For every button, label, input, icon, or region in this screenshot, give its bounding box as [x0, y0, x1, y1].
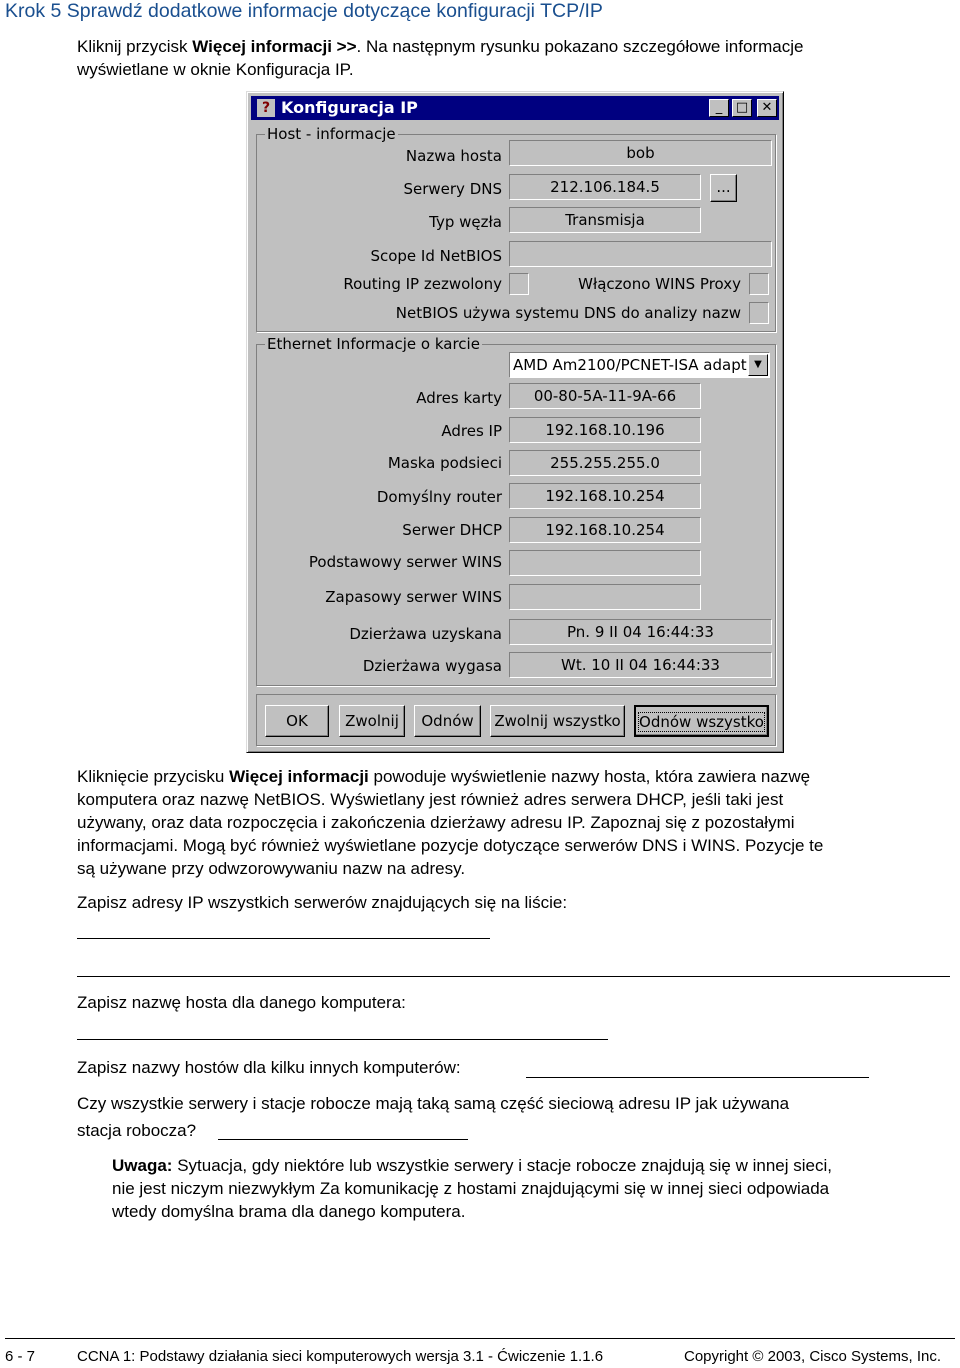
- adapter-row-value: [509, 584, 701, 610]
- intro-bold: Więcej informacji >>: [192, 37, 357, 56]
- footer-course: CCNA 1: Podstawy działania sieci komputerowych wersja 3.1 - Ćwiczenie 1.1.6: [77, 1348, 604, 1365]
- hostname-label: Nazwa hosta: [405, 147, 502, 165]
- body-line: komputera oraz nazwę NetBIOS. Wyświetlany jest również adres serwera DHCP, jeśli taki jest: [77, 790, 784, 809]
- adapter-row-label: Podstawowy serwer WINS: [308, 553, 502, 571]
- body-line: są używane przy odwzorowywaniu nazw na adresy.: [77, 859, 466, 878]
- wins-proxy-checkbox[interactable]: [749, 273, 769, 295]
- footer-rule: [5, 1338, 955, 1339]
- note-label: Uwaga:: [112, 1156, 173, 1175]
- dialog-titlebar: [251, 96, 779, 120]
- adapter-row-value: 255.255.255.0: [509, 450, 701, 476]
- answer-line-4[interactable]: [526, 1077, 869, 1078]
- ip-config-dialog: [246, 91, 784, 753]
- wins-proxy-label: Włączono WINS Proxy: [578, 275, 741, 293]
- question-3: Zapisz nazwy hostów dla kilku innych komputerów:: [77, 1058, 461, 1077]
- question-2: Zapisz nazwę hosta dla danego komputera:: [77, 993, 406, 1012]
- note-line: nie jest niczym niezwykłym Za komunikację z hostami znajdującymi się w innej sieci odpowiada: [112, 1179, 830, 1198]
- adapter-row-label: Dzierżawa uzyskana: [349, 625, 502, 643]
- adapter-row-label: Maska podsieci: [387, 454, 502, 472]
- renew-all-button[interactable]: [634, 705, 769, 737]
- scope-id-field: [509, 241, 772, 267]
- adapter-select[interactable]: [509, 352, 770, 378]
- netbios-dns-checkbox[interactable]: [749, 302, 769, 324]
- adapter-row-value: 192.168.10.254: [509, 517, 701, 543]
- body-line: [77, 765, 823, 788]
- adapter-row-label: Serwer DHCP: [402, 521, 502, 539]
- note: [112, 1154, 832, 1223]
- note-line: wtedy domyślna brama dla danego komputera.: [112, 1202, 466, 1221]
- body-line: informacjami. Mogą być również wyświetlane pozycje dotyczące serwerów DNS i WINS. Pozycje te: [77, 836, 824, 855]
- adapter-row-value: 192.168.10.196: [509, 417, 701, 443]
- body-line: używany, oraz data rozpoczęcia i zakończenia dzierżawy adresu IP. Zapoznaj się z pozostałymi: [77, 813, 795, 832]
- adapter-row-value: 00-80-5A-11-9A-66: [509, 383, 701, 409]
- answer-line-5[interactable]: [218, 1139, 468, 1140]
- adapter-select-value: AMD Am2100/PCNET-ISA adapt: [513, 356, 747, 374]
- intro-line-2: wyświetlane w oknie Konfiguracja IP.: [77, 60, 354, 79]
- body-paragraph: [77, 765, 823, 880]
- renew-button[interactable]: Odnów: [414, 705, 481, 737]
- body-bold: Więcej informacji: [229, 767, 369, 786]
- intro-text-post: . Na następnym rysunku pokazano szczegółowe informacje: [356, 37, 804, 56]
- footer-copyright: [684, 1348, 941, 1365]
- dns-label: Serwery DNS: [403, 180, 502, 198]
- adapter-info-title: Ethernet Informacje o karcie: [267, 335, 480, 353]
- copyright-icon: ©: [752, 1348, 764, 1365]
- body-text: powoduje wyświetlenie nazwy hosta, która zawiera nazwę: [368, 767, 811, 786]
- intro-line-1: [77, 35, 803, 58]
- adapter-row-value: 192.168.10.254: [509, 483, 701, 509]
- release-button[interactable]: Zwolnij: [339, 705, 405, 737]
- adapter-row-label: Dzierżawa wygasa: [362, 657, 502, 675]
- question-1: Zapisz adresy IP wszystkich serwerów znajdujących się na liście:: [77, 893, 568, 912]
- routing-checkbox[interactable]: [509, 273, 529, 295]
- copyright-text: Copyright: [684, 1348, 749, 1365]
- host-info-title: Host - informacje: [267, 125, 396, 143]
- node-type-label: Typ węzła: [429, 213, 502, 231]
- adapter-row-value: Wt. 10 II 04 16:44:33: [509, 652, 772, 678]
- question-4-line-1: Czy wszystkie serwery i stacje robocze mają taką samą część sieciową adresu IP jak używana: [77, 1094, 790, 1113]
- adapter-row-label: Adres IP: [441, 422, 502, 440]
- note-text: Sytuacja, gdy niektóre lub wszystkie serwery i stacje robocze znajdują się w innej sieci,: [172, 1156, 832, 1175]
- app-icon: ?: [257, 99, 275, 117]
- ok-button[interactable]: OK: [265, 705, 329, 737]
- dns-more-button[interactable]: ...: [710, 174, 737, 202]
- adapter-row-label: Adres karty: [416, 389, 502, 407]
- scope-id-label: Scope Id NetBIOS: [370, 247, 502, 265]
- minimize-button[interactable]: _: [709, 99, 729, 117]
- renew-all-label: Odnów wszystko: [639, 713, 764, 731]
- chevron-down-icon[interactable]: ▼: [748, 354, 768, 376]
- adapter-row-label: Domyślny router: [376, 488, 502, 506]
- release-all-button[interactable]: Zwolnij wszystko: [490, 705, 625, 737]
- hostname-field: bob: [509, 140, 772, 166]
- body-text: Kliknięcie przycisku: [77, 767, 230, 786]
- footer-page: 6 - 7: [5, 1348, 36, 1365]
- intro-text: Kliknij przycisk: [77, 37, 193, 56]
- netbios-dns-label: NetBIOS używa systemu DNS do analizy nazw: [395, 304, 741, 322]
- dialog-title: Konfiguracja IP: [281, 98, 418, 117]
- note-line: [112, 1154, 832, 1177]
- answer-line-2[interactable]: [77, 976, 950, 977]
- adapter-row-value: Pn. 9 II 04 16:44:33: [509, 619, 772, 645]
- copyright-holder: 2003, Cisco Systems, Inc.: [767, 1348, 942, 1365]
- dns-field: 212.106.184.5: [509, 174, 701, 200]
- answer-line-3[interactable]: [77, 1039, 608, 1040]
- page-heading: Krok 5 Sprawdź dodatkowe informacje dotyczące konfiguracji TCP/IP: [5, 0, 603, 22]
- maximize-button[interactable]: □: [732, 99, 752, 117]
- button-bar: [256, 694, 776, 746]
- adapter-row-label: Zapasowy serwer WINS: [325, 588, 502, 606]
- close-button[interactable]: ✕: [757, 99, 777, 117]
- question-4-line-2: stacja robocza?: [77, 1121, 197, 1140]
- answer-line-1[interactable]: [77, 938, 490, 939]
- adapter-row-value: [509, 550, 701, 576]
- node-type-field: Transmisja: [509, 207, 701, 233]
- routing-label: Routing IP zezwolony: [343, 275, 502, 293]
